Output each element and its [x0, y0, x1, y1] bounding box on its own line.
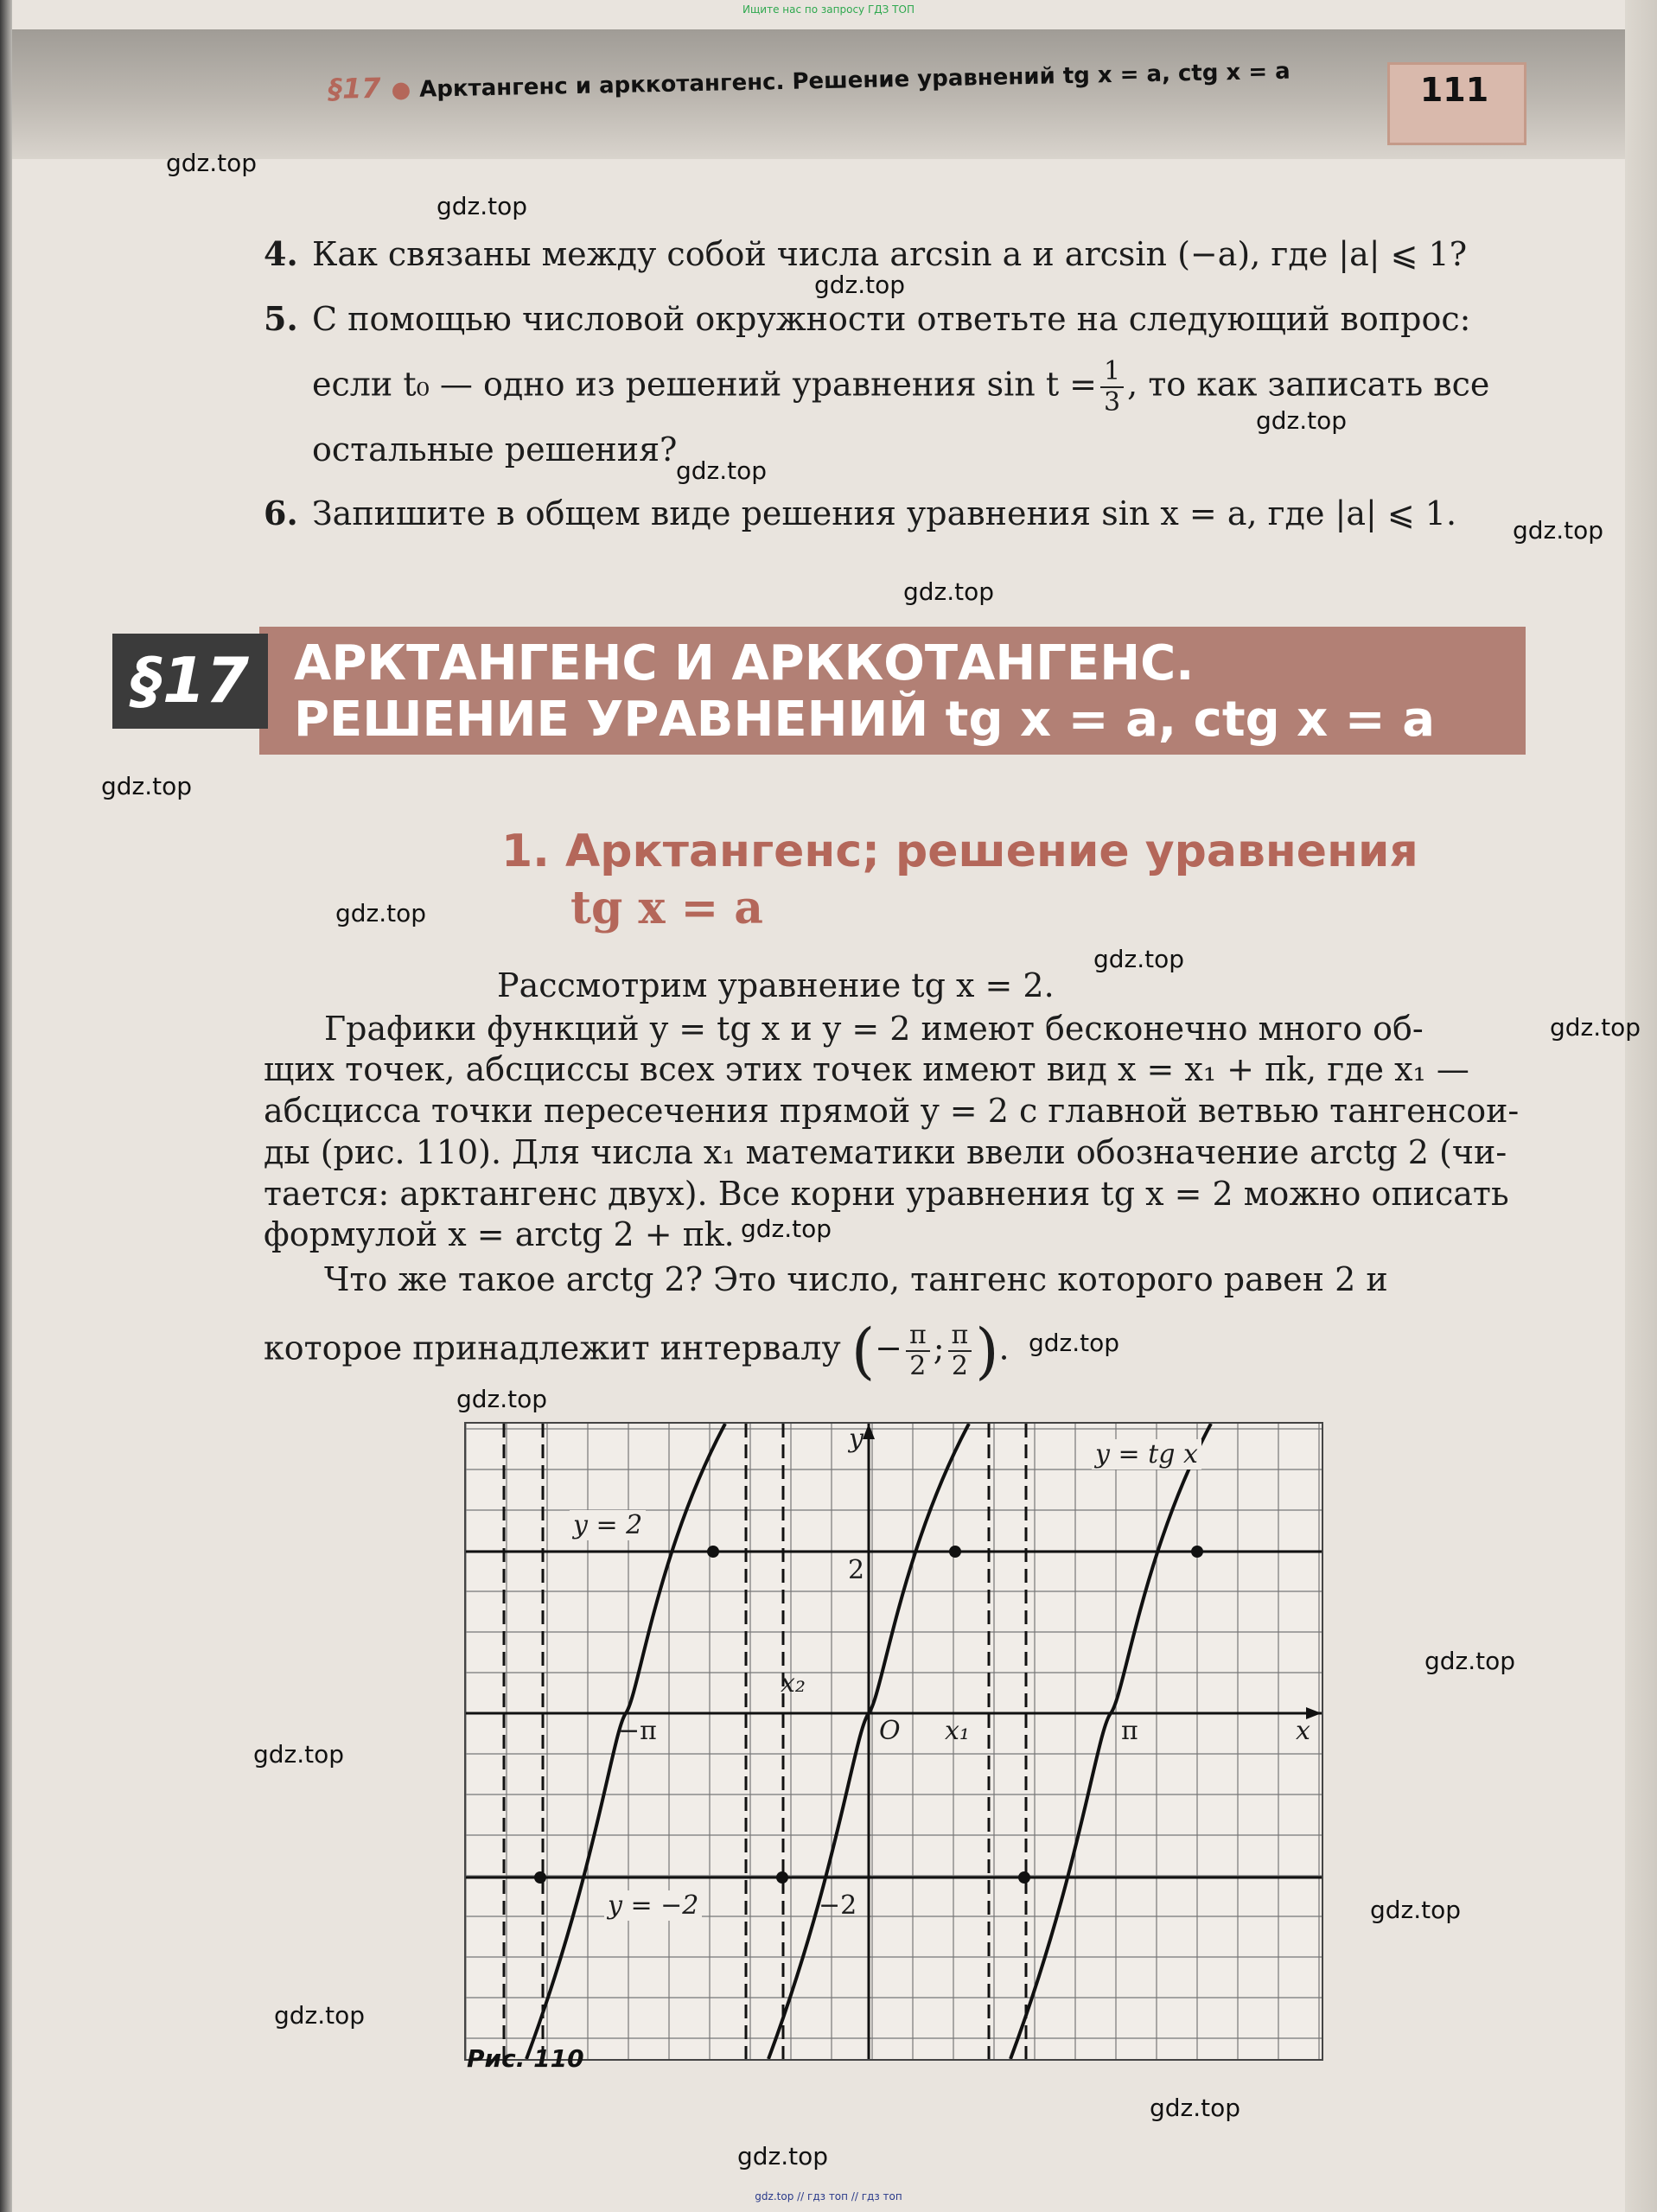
label-pi: π	[1121, 1716, 1138, 1746]
watermark: gdz.top	[737, 2142, 829, 2171]
subsection-title-line2: tg x = a	[570, 882, 763, 934]
watermark: gdz.top	[335, 899, 427, 928]
watermark: gdz.top	[1093, 945, 1185, 973]
point-y2	[707, 1546, 719, 1558]
label-x2: x₂	[781, 1668, 806, 1699]
watermark: gdz.top	[253, 1740, 345, 1769]
paragraph-line: Графики функций y = tg x и y = 2 имеют бесконечно много об-	[324, 1010, 1424, 1048]
paragraph-line: щих точек, абсциссы всех этих точек имеют вид x = x₁ + πk, где x₁ —	[264, 1050, 1469, 1088]
question-5-line2	[264, 356, 1490, 418]
paragraph-line: формулой x = arctg 2 + πk.	[264, 1215, 735, 1253]
label-value-2: 2	[848, 1555, 865, 1585]
question-text: Как связаны между собой числа arcsin a и arcsin (−a), где |a| ⩽ 1?	[312, 235, 1468, 273]
source-header: Ищите нас по запросу ГДЗ ТОП	[742, 3, 915, 16]
paragraph-line: тается: арктангенс двух). Все корни уравнения tg x = 2 можно описать	[264, 1175, 1509, 1213]
watermark: gdz.top	[1424, 1647, 1516, 1675]
subsection-title-line1: 1. Арктангенс; решение уравнения	[501, 826, 1418, 877]
tangent-branch-right	[1010, 1424, 1211, 2059]
watermark: gdz.top	[437, 192, 528, 220]
section-title-line1: АРКТАНГЕНС И АРККОТАНГЕНС.	[294, 635, 1195, 692]
page-number: 111	[1419, 71, 1489, 109]
question-text: если t₀ — одно из решений уравнения sin t =	[312, 365, 1098, 404]
running-header-text: Арктангенс и арккотангенс. Решение уравнений tg x = a, ctg x = a	[418, 58, 1291, 103]
question-5	[264, 300, 1470, 338]
page-edge	[1625, 0, 1657, 2212]
running-header-bullet: ●	[391, 77, 411, 104]
paragraph-line: ды (рис. 110). Для числа x₁ математики ввели обозначение arctg 2 (чи-	[264, 1133, 1507, 1171]
point-ym2	[1018, 1871, 1030, 1884]
label-y-equals-minus-2: y = −2	[604, 1890, 702, 1921]
question-text: Запишите в общем виде решения уравнения sin x = a, где |a| ⩽ 1.	[312, 494, 1457, 532]
label-value-minus-2: −2	[819, 1890, 857, 1921]
label-curve: y = tg x	[1092, 1439, 1201, 1469]
question-5-line3	[264, 430, 677, 469]
label-minus-pi: −π	[618, 1716, 657, 1746]
question-number: 5.	[264, 299, 298, 338]
watermark: gdz.top	[676, 456, 768, 485]
label-y-axis: y	[849, 1424, 864, 1454]
question-text: , то как записать все	[1127, 365, 1490, 404]
running-header-section: §17	[328, 71, 381, 105]
source-footer: gdz.top // гдз топ // гдз топ	[755, 2190, 902, 2202]
watermark: gdz.top	[1150, 2094, 1241, 2122]
paragraph-intro: Рассмотрим уравнение tg x = 2.	[497, 966, 1055, 1004]
point-y2	[1191, 1546, 1203, 1558]
watermark: gdz.top	[456, 1385, 548, 1413]
section-title-line2: РЕШЕНИЕ УРАВНЕНИЙ tg x = a, ctg x = a	[294, 692, 1435, 748]
paragraph-line-interval: которое принадлежит интервалу (− $\frac{\pi}{2}$ ; $\frac{\pi}{2}$ ).	[264, 1316, 1010, 1386]
watermark: gdz.top	[1256, 406, 1348, 435]
figure-110	[464, 1422, 1323, 2061]
paragraph-line: Что же такое arctg 2? Это число, тангенс которого равен 2 и	[324, 1260, 1388, 1298]
watermark: gdz.top	[741, 1214, 832, 1243]
watermark: gdz.top	[1550, 1013, 1641, 1042]
watermark: gdz.top	[1370, 1896, 1462, 1924]
watermark: gdz.top	[1029, 1329, 1120, 1357]
page-binding-shadow	[0, 0, 12, 2212]
watermark: gdz.top	[166, 149, 258, 177]
label-origin: O	[879, 1716, 901, 1746]
fraction-one-third: $\frac{1}{3}$	[1100, 359, 1124, 416]
figure-caption: Рис. 110	[467, 2044, 584, 2073]
point-y2-x1	[949, 1546, 961, 1558]
question-number: 6.	[264, 494, 298, 532]
watermark: gdz.top	[1513, 516, 1604, 545]
point-ym2-x2	[776, 1871, 788, 1884]
question-6	[264, 494, 1456, 532]
question-4	[264, 235, 1467, 273]
question-text: С помощью числовой окружности ответьте на следующий вопрос:	[312, 300, 1471, 338]
watermark: gdz.top	[101, 772, 193, 800]
label-y-equals-2: y = 2	[570, 1510, 646, 1540]
label-x-axis: x	[1296, 1716, 1310, 1746]
fraction-minus-pi-half: $\frac{\pi}{2}$	[906, 1323, 930, 1380]
paragraph-line: абсцисса точки пересечения прямой y = 2 с главной ветвью тангенсои-	[264, 1092, 1520, 1130]
fraction-pi-half: $\frac{\pi}{2}$	[948, 1323, 972, 1380]
section-badge-text: §17	[131, 644, 250, 717]
label-x1: x₁	[945, 1716, 970, 1746]
y-axis-arrow	[863, 1424, 875, 1439]
watermark: gdz.top	[814, 271, 906, 299]
watermark: gdz.top	[274, 2001, 366, 2030]
point-ym2	[534, 1871, 546, 1884]
question-text: остальные решения?	[312, 430, 678, 469]
question-number: 4.	[264, 234, 298, 273]
watermark: gdz.top	[903, 577, 995, 606]
